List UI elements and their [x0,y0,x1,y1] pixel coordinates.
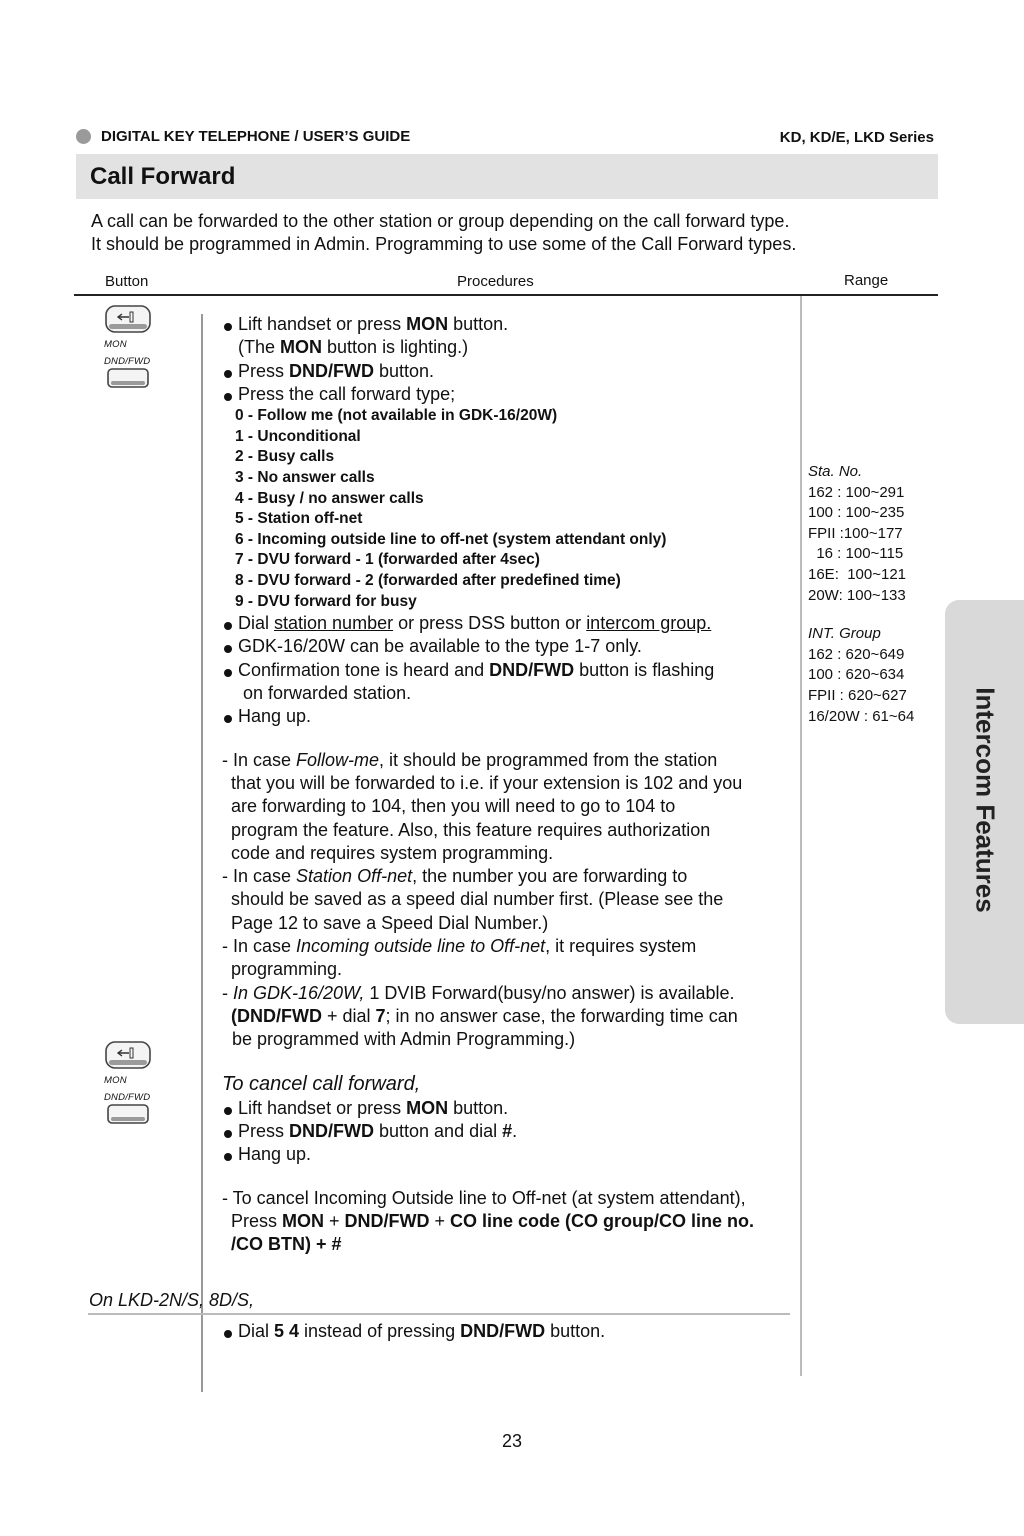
note-line: code and requires system programming. [231,842,554,863]
station-range-item: 100 : 100~235 [808,504,905,522]
group-range-item: 100 : 620~634 [808,666,905,684]
note-incoming-off-net: - In case Incoming outside line to Off-net, it requires system [222,935,697,956]
station-range-item: 20W: 100~133 [808,586,906,604]
station-range-item: 16 : 100~115 [808,545,904,563]
group-range-heading: INT. Group [808,625,881,643]
range-column [808,462,914,727]
column-header-range: Range [844,272,889,289]
step-confirmation-cont: on forwarded station. [243,683,412,704]
guide-header [76,128,410,145]
step-hang-up: Hang up. [222,705,802,728]
series-label: KD, KD/E, LKD Series [779,129,934,146]
forward-type-item: 2 - Busy calls [235,448,335,466]
note-gdk-dvib: - In GDK-16/20W, 1 DVIB Forward(busy/no answer) is available. [222,982,735,1003]
forward-type-item: 3 - No answer calls [235,468,375,486]
column-header-procedures: Procedures [457,273,534,290]
station-range-item: FPII :100~177 [808,524,903,542]
cancel-step-hang: Hang up. [222,1143,802,1166]
mon-button-icon [104,1040,152,1070]
note-line: should be saved as a speed dial number first. (Please see the [231,889,724,910]
lkd-rule [88,1313,790,1315]
intro-text [91,210,796,256]
note-line: programming. [231,959,343,980]
button-illustration-group [104,304,168,394]
button-illustration-group [104,1040,168,1130]
dnd-fwd-label: DND/FWD [104,356,151,367]
note-line: be programmed with Admin Programming.) [232,1029,576,1050]
mon-label: MON [104,339,127,350]
procedure-steps [222,313,802,1257]
step-dial-station: Dial station number or press DSS button or intercom group. [222,612,802,635]
lkd-steps [222,1320,802,1343]
note-line: program the feature. Also, this feature requires authorization [231,819,711,840]
lkd-step-dial: Dial 5 4 instead of pressing DND/FWD button. [222,1320,802,1343]
cancel-step-press: Press DND/FWD button and dial #. [222,1120,802,1143]
forward-type-item: 6 - Incoming outside line to off-net (system attendant only) [235,530,667,548]
column-divider-left [201,314,203,1392]
dnd-fwd-label: DND/FWD [104,1092,151,1103]
note-line: (DND/FWD + dial 7; in no answer case, the forwarding time can [231,1005,738,1026]
forward-type-item: 1 - Unconditional [235,427,361,445]
note-line: that you will be forwarded to i.e. if your extension is 102 and you [231,772,743,793]
cancel-note: - To cancel Incoming Outside line to Off-net (at system attendant), [222,1187,746,1208]
cancel-heading: To cancel call forward, [222,1073,421,1096]
step-press-dnd: Press DND/FWD button. [222,360,802,383]
step-lift-handset: Lift handset or press MON button. [222,313,802,336]
note-station-off-net: - In case Station Off-net, the number you are forwarding to [222,866,688,887]
note-line: Page 12 to save a Speed Dial Number.) [231,912,549,933]
lkd-heading: On LKD-2N/S, 8D/S, [89,1290,255,1310]
step-note: (The MON button is lighting.) [238,337,469,358]
mon-button-icon [104,304,152,334]
station-range-item: 162 : 100~291 [808,483,905,501]
station-range-item: 16E: 100~121 [808,565,907,583]
group-range-item: FPII : 620~627 [808,686,907,704]
group-range-item: 162 : 620~649 [808,645,905,663]
cancel-note-line: /CO BTN) + # [231,1234,342,1255]
forward-type-item: 0 - Follow me (not available in GDK-16/20W) [235,407,558,425]
intro-line: It should be programmed in Admin. Programming to use some of the Call Forward types. [91,234,797,254]
step-press-type: Press the call forward type; [222,383,802,406]
chapter-side-tab-label: Intercom Features [970,687,1001,913]
cancel-note-line: Press MON + DND/FWD + CO line code (CO group/CO line no. [231,1210,755,1231]
cancel-step-lift: Lift handset or press MON button. [222,1097,802,1120]
forward-type-list [222,406,802,612]
forward-type-item: 8 - DVU forward - 2 (forwarded after predefined time) [235,571,621,589]
header-rule [74,294,938,296]
dnd-fwd-button-icon [104,1103,152,1125]
guide-title: DIGITAL KEY TELEPHONE / USER’S GUIDE [101,128,411,145]
forward-type-item: 4 - Busy / no answer calls [235,489,424,507]
note-follow-me: - In case Follow-me, it should be programmed from the station [222,749,718,770]
dnd-fwd-button-icon [104,367,152,389]
intro-line: A call can be forwarded to the other station or group depending on the call forward type. [91,211,790,231]
bullet-circle-icon [76,129,91,144]
note-line: are forwarding to 104, then you will need to go to 104 to [231,796,676,817]
section-title: Call Forward [90,163,236,190]
forward-type-item: 5 - Station off-net [235,510,363,528]
group-range-item: 16/20W : 61~64 [808,707,915,725]
step-confirmation: Confirmation tone is heard and DND/FWD button is flashing [222,659,802,682]
page-number: 23 [501,1431,523,1451]
column-header-button: Button [105,273,149,290]
forward-type-item: 7 - DVU forward - 1 (forwarded after 4sec) [235,551,540,569]
forward-type-item: 9 - DVU forward for busy [235,592,417,610]
step-gdk-note: GDK-16/20W can be available to the type 1-7 only. [222,635,802,658]
mon-label: MON [104,1075,127,1086]
station-range-heading: Sta. No. [808,463,863,480]
